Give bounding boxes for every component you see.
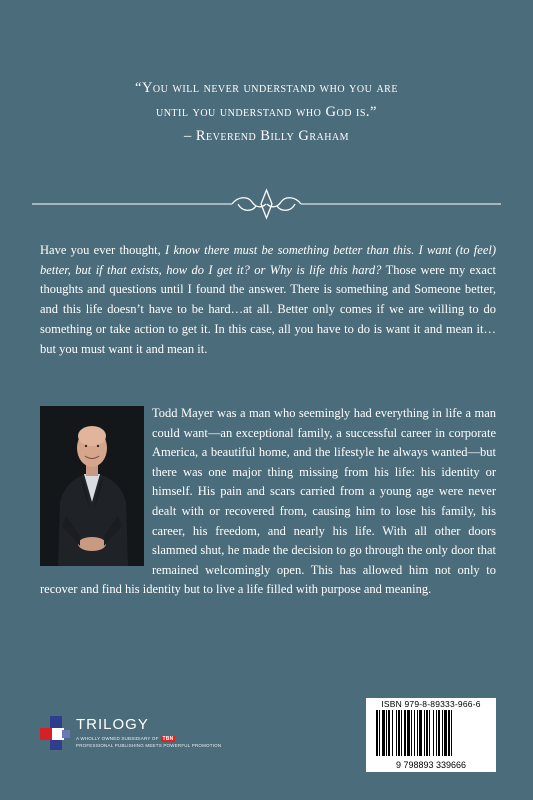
epigraph-quote (40, 76, 493, 148)
tbn-badge: TBN (162, 736, 174, 742)
publisher-name: TRILOGY (76, 716, 149, 733)
author-photo (40, 406, 144, 566)
isbn-barcode (366, 698, 496, 772)
isbn-label: ISBN 979-8-89333-966-6 (381, 699, 481, 709)
barcode-digits: 9 798893 339666 (395, 760, 467, 770)
author-bio-text: Todd Mayer was a man who seemingly had everything in life a man could want—an exceptional family, a successful career in corporate America, a beautiful home, and the lifestyle he always wanted—but there was one major thing missing from his life: his identity or himself. His pain and scars carried from a young age were never dealt with or recovered from, causing him to lose his family, his career, his freedom, and nearly his life. With all other doors slammed shut, he made the decision to go through the only door that remained welcomingly open. This has allowed him not only to recover and find his identity but to live a life filled with purpose and meaning. (40, 406, 496, 597)
intro-italic-questions: I know there must be something better than this. I want (to feel) better, but if that exists, how do I get it? or Why is life this hard? (40, 243, 496, 277)
publisher-subsidiary-text: A WHOLLY OWNED SUBSIDIARY OF (76, 736, 159, 741)
ornamental-divider-icon (32, 186, 501, 222)
barcode-icon (372, 710, 490, 770)
intro-text-start: Have you ever thought, (40, 243, 166, 257)
quote-attribution: – Reverend Billy Graham (183, 128, 350, 144)
intro-paragraph (40, 241, 496, 359)
publisher-logo (40, 716, 240, 772)
quote-line-2: until you understand who God is.” (155, 104, 377, 120)
publisher-tagline: PROFESSIONAL PUBLISHING MEETS POWERFUL PROMOTION (76, 743, 222, 748)
trilogy-logo-icon (40, 716, 74, 750)
intro-text-end: Those were my exact thoughts and questions until I found the answer. There is something and Someone better, and this life doesn’t have to be hard…at all. Better only comes if we are willing to do something or take action to get it. In this case, all you have to do is want it and mean it…but you must want it and mean it. (40, 262, 497, 356)
publisher-subsidiary-line (76, 736, 175, 742)
quote-line-1: “You will never understand who you are (135, 80, 398, 96)
